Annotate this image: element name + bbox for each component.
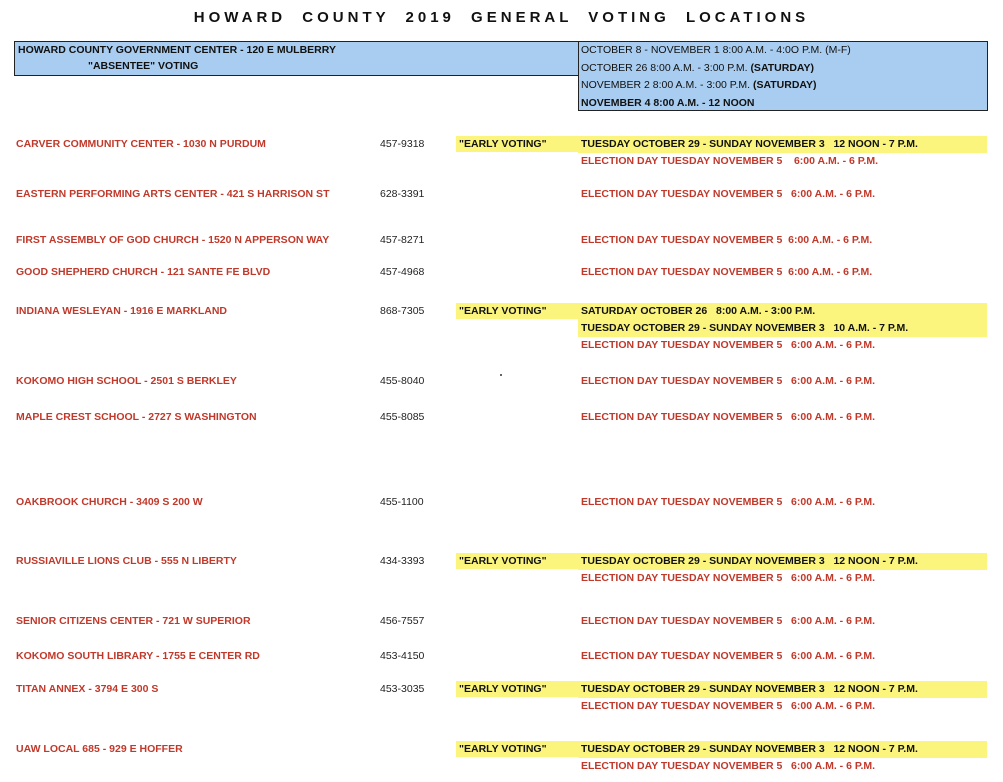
location-phone: 457-4968 — [380, 266, 425, 278]
schedule-line: ELECTION DAY TUESDAY NOVEMBER 5 6:00 A.M. - 6 P.M. — [581, 496, 876, 508]
location-name: MAPLE CREST SCHOOL - 2727 S WASHINGTON — [16, 411, 257, 423]
absentee-hours-day: NOVEMBER 4 8:00 A.M. - 12 NOON — [581, 97, 755, 109]
schedule-line: ELECTION DAY TUESDAY NOVEMBER 5 6:00 A.M. - 6 P.M. — [581, 234, 873, 246]
schedule-line: ELECTION DAY TUESDAY NOVEMBER 5 6:00 A.M. - 6 P.M. — [581, 411, 876, 423]
schedule-line: ELECTION DAY TUESDAY NOVEMBER 5 6:00 A.M. - 6 P.M. — [581, 339, 876, 351]
schedule-line: ELECTION DAY TUESDAY NOVEMBER 5 6:00 A.M. - 6 P.M. — [581, 155, 878, 167]
early-voting-badge — [456, 741, 578, 757]
schedule-line: ELECTION DAY TUESDAY NOVEMBER 5 6:00 A.M. - 6 P.M. — [581, 760, 876, 772]
location-phone: 434-3393 — [380, 555, 425, 567]
location-name: GOOD SHEPHERD CHURCH - 121 SANTE FE BLVD — [16, 266, 271, 278]
early-voting-badge — [456, 553, 578, 569]
location-name: EASTERN PERFORMING ARTS CENTER - 421 S HARRISON ST — [16, 188, 330, 200]
early-voting-badge — [456, 136, 578, 152]
absentee-hours-day: (SATURDAY) — [750, 62, 815, 74]
location-phone: 456-7557 — [380, 615, 425, 627]
location-phone: 453-3035 — [380, 683, 425, 695]
early-voting-label: "EARLY VOTING" — [459, 555, 547, 567]
location-name: OAKBROOK CHURCH - 3409 S 200 W — [16, 496, 203, 508]
location-name: TITAN ANNEX - 3794 E 300 S — [16, 683, 159, 695]
schedule-line: ELECTION DAY TUESDAY NOVEMBER 5 6:00 A.M. - 6 P.M. — [581, 615, 876, 627]
early-voting-label: "EARLY VOTING" — [459, 305, 547, 317]
location-phone: 455-1100 — [380, 496, 424, 508]
schedule-line: TUESDAY OCTOBER 29 - SUNDAY NOVEMBER 3 10 A.M. - 7 P.M. — [581, 322, 909, 334]
schedule-line: ELECTION DAY TUESDAY NOVEMBER 5 6:00 A.M. - 6 P.M. — [581, 188, 876, 200]
schedule-line: ELECTION DAY TUESDAY NOVEMBER 5 6:00 A.M. - 6 P.M. — [581, 700, 876, 712]
schedule-line: TUESDAY OCTOBER 29 - SUNDAY NOVEMBER 3 12 NOON - 7 P.M. — [581, 683, 918, 695]
location-phone: 453-4150 — [380, 650, 425, 662]
absentee-hours-day: (SATURDAY) — [752, 79, 817, 91]
location-name: SENIOR CITIZENS CENTER - 721 W SUPERIOR — [16, 615, 251, 627]
location-phone: 868-7305 — [380, 305, 425, 317]
location-name: CARVER COMMUNITY CENTER - 1030 N PURDUM — [16, 138, 266, 150]
absentee-hours-line — [581, 79, 817, 91]
schedule-line: SATURDAY OCTOBER 26 8:00 A.M. - 3:00 P.M. — [581, 305, 816, 317]
early-voting-badge — [456, 681, 578, 697]
schedule-line: ELECTION DAY TUESDAY NOVEMBER 5 6:00 A.M. - 6 P.M. — [581, 572, 876, 584]
location-phone: 457-8271 — [380, 234, 425, 246]
location-name: INDIANA WESLEYAN - 1916 E MARKLAND — [16, 305, 227, 317]
location-name: KOKOMO HIGH SCHOOL - 2501 S BERKLEY — [16, 375, 237, 387]
location-name: FIRST ASSEMBLY OF GOD CHURCH - 1520 N APPERSON WAY — [16, 234, 330, 246]
absentee-hours-line — [581, 62, 814, 74]
absentee-hours-line — [581, 44, 851, 56]
schedule-line: TUESDAY OCTOBER 29 - SUNDAY NOVEMBER 3 12 NOON - 7 P.M. — [581, 138, 918, 150]
schedule-line: ELECTION DAY TUESDAY NOVEMBER 5 6:00 A.M. - 6 P.M. — [581, 650, 876, 662]
location-phone: 457-9318 — [380, 138, 425, 150]
absentee-hours-text: OCTOBER 26 8:00 A.M. - 3:00 P.M. — [581, 62, 751, 74]
absentee-voting-label: "ABSENTEE" VOTING — [88, 60, 199, 72]
early-voting-badge — [456, 303, 578, 319]
location-phone: 455-8040 — [380, 375, 425, 387]
absentee-location: HOWARD COUNTY GOVERNMENT CENTER - 120 E MULBERRY — [18, 44, 336, 56]
schedule-line: TUESDAY OCTOBER 29 - SUNDAY NOVEMBER 3 12 NOON - 7 P.M. — [581, 555, 918, 567]
early-voting-label: "EARLY VOTING" — [459, 743, 547, 755]
page-title: HOWARD COUNTY 2019 GENERAL VOTING LOCATIONS — [193, 9, 810, 26]
absentee-hours-text: NOVEMBER 2 8:00 A.M. - 3:00 P.M. — [581, 79, 753, 91]
absentee-hours-line — [581, 97, 754, 109]
location-phone: 455-8085 — [380, 411, 425, 423]
scan-speck — [500, 374, 502, 376]
early-voting-label: "EARLY VOTING" — [459, 138, 547, 150]
schedule-line: ELECTION DAY TUESDAY NOVEMBER 5 6:00 A.M. - 6 P.M. — [581, 266, 873, 278]
location-name: RUSSIAVILLE LIONS CLUB - 555 N LIBERTY — [16, 555, 237, 567]
location-name: KOKOMO SOUTH LIBRARY - 1755 E CENTER RD — [16, 650, 260, 662]
schedule-line: TUESDAY OCTOBER 29 - SUNDAY NOVEMBER 3 12 NOON - 7 P.M. — [581, 743, 918, 755]
location-phone: 628-3391 — [380, 188, 425, 200]
early-voting-label: "EARLY VOTING" — [459, 683, 547, 695]
schedule-line: ELECTION DAY TUESDAY NOVEMBER 5 6:00 A.M. - 6 P.M. — [581, 375, 876, 387]
absentee-hours-text: OCTOBER 8 - NOVEMBER 1 8:00 A.M. - 4:0O P.M. (M-F) — [581, 44, 851, 56]
location-name: UAW LOCAL 685 - 929 E HOFFER — [16, 743, 183, 755]
